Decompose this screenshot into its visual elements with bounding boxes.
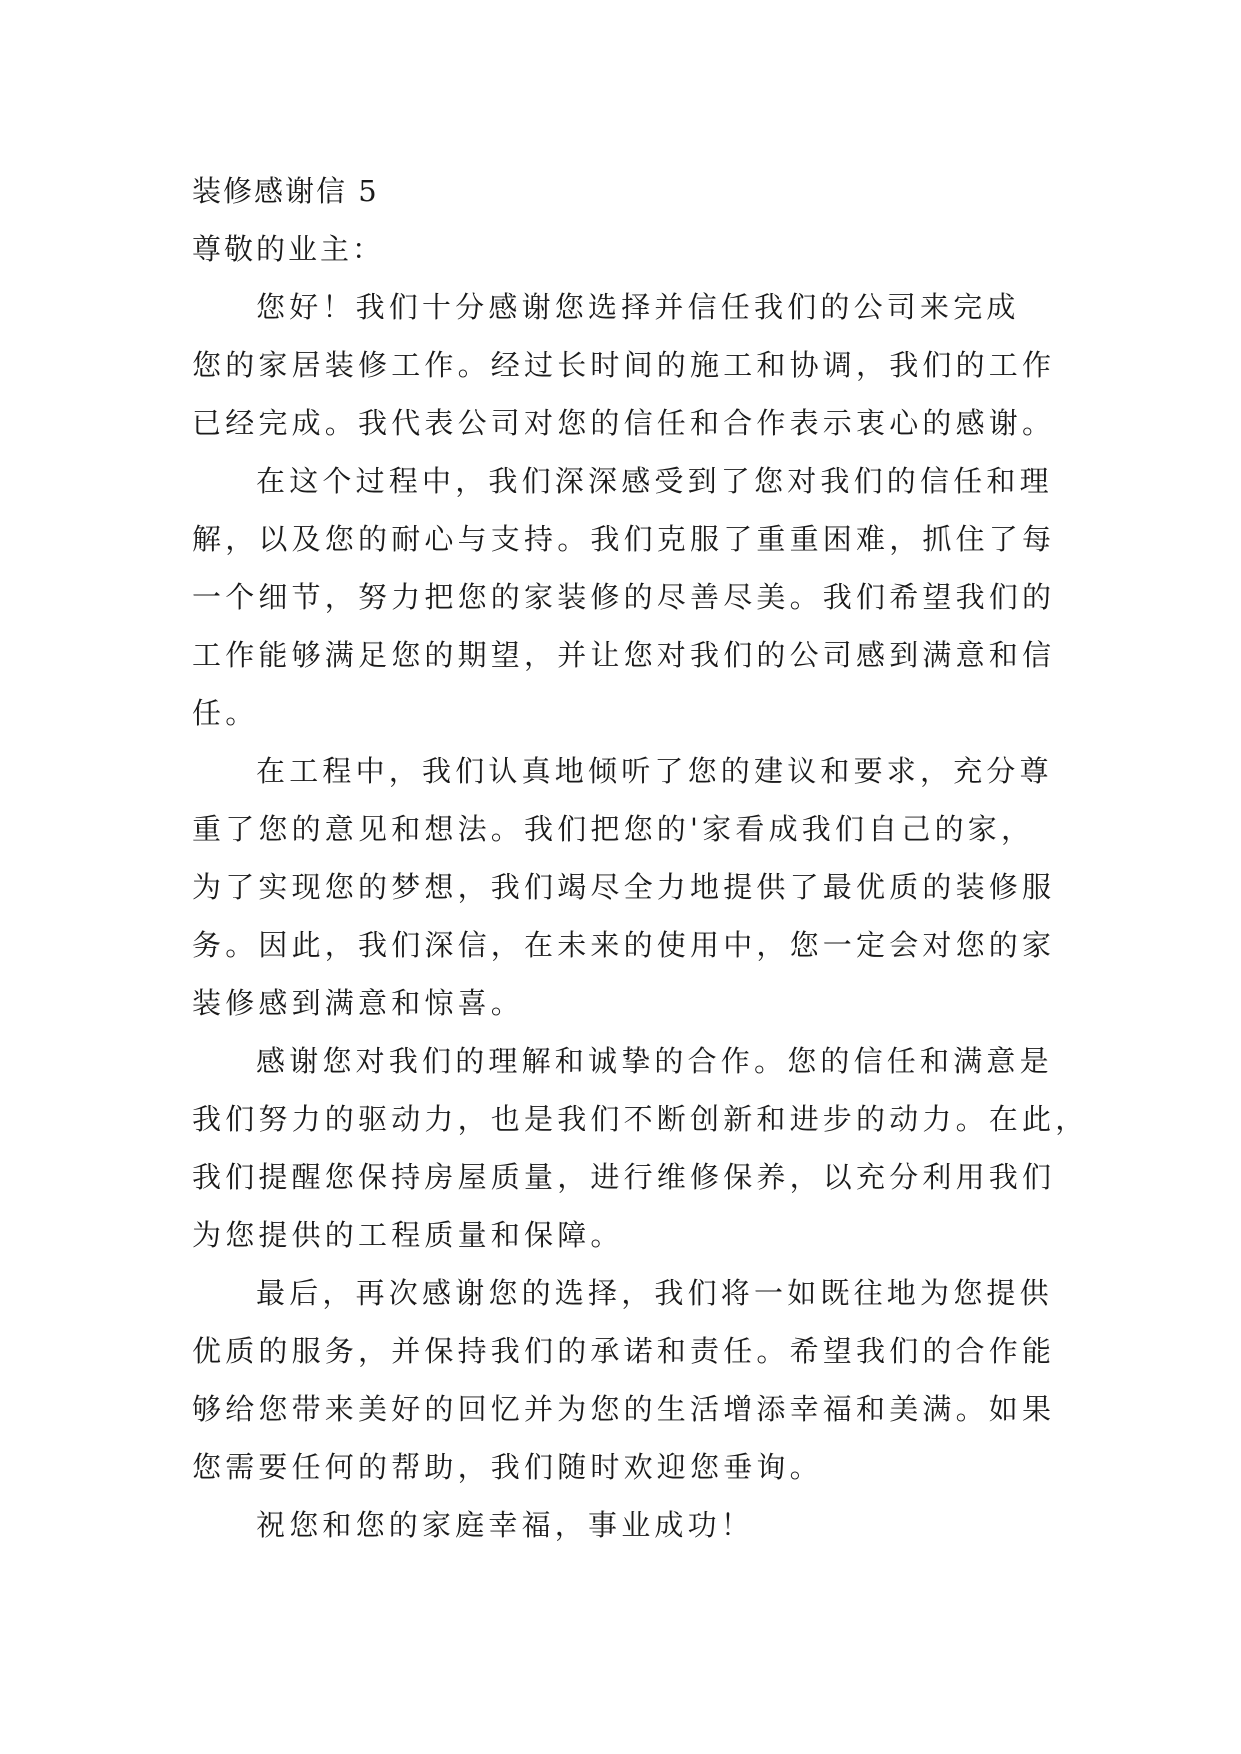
paragraph-gratitude (192, 1032, 1089, 1264)
paragraph-line: 任。 (192, 696, 259, 730)
paragraph-line: 您的家居装修工作。经过长时间的施工和协调，我们的工作 (192, 348, 1056, 382)
paragraph-line: 在工程中，我们认真地倾听了您的建议和要求，充分尊 (256, 754, 1053, 788)
paragraph-line: 祝您和您的家庭幸福，事业成功！ (256, 1508, 755, 1542)
paragraph-line: 优质的服务，并保持我们的承诺和责任。希望我们的合作能 (192, 1334, 1056, 1368)
paragraph-line: 重了您的意见和想法。我们把您的'家看成我们自己的家， (192, 812, 1035, 846)
paragraph-line: 最后，再次感谢您的选择，我们将一如既往地为您提供 (256, 1276, 1053, 1310)
paragraph-line: 我们提醒您保持房屋质量，进行维修保养，以充分利用我们 (192, 1160, 1056, 1194)
paragraph-engineering (192, 742, 1056, 1032)
letter-title: 装修感谢信 5 (192, 174, 379, 208)
paragraph-line: 在这个过程中，我们深深感受到了您对我们的信任和理 (256, 464, 1053, 498)
paragraph-line: 您好！我们十分感谢您选择并信任我们的公司来完成 (256, 290, 1020, 324)
paragraph-line: 解，以及您的耐心与支持。我们克服了重重困难，抓住了每 (192, 522, 1056, 556)
paragraph-line: 为了实现您的梦想，我们竭尽全力地提供了最优质的装修服 (192, 870, 1056, 904)
letter-page (192, 162, 1089, 1554)
paragraph-process (192, 452, 1056, 742)
paragraph-closing (192, 1264, 1056, 1496)
paragraph-line: 一个细节，努力把您的家装修的尽善尽美。我们希望我们的 (192, 580, 1056, 614)
paragraph-line: 我们努力的驱动力，也是我们不断创新和进步的动力。在此， (192, 1102, 1089, 1136)
paragraph-line: 够给您带来美好的回忆并为您的生活增添幸福和美满。如果 (192, 1392, 1056, 1426)
paragraph-greeting (192, 278, 1056, 452)
paragraph-line: 感谢您对我们的理解和诚挚的合作。您的信任和满意是 (256, 1044, 1053, 1078)
letter-salutation: 尊敬的业主： (192, 232, 385, 266)
paragraph-line: 装修感到满意和惊喜。 (192, 986, 525, 1020)
paragraph-line: 您需要任何的帮助，我们随时欢迎您垂询。 (192, 1450, 823, 1484)
paragraph-line: 为您提供的工程质量和保障。 (192, 1218, 624, 1252)
paragraph-line: 务。因此，我们深信，在未来的使用中，您一定会对您的家 (192, 928, 1056, 962)
paragraph-line: 已经完成。我代表公司对您的信任和合作表示衷心的感谢。 (192, 406, 1056, 440)
paragraph-blessing (192, 1496, 1052, 1554)
paragraph-line: 工作能够满足您的期望，并让您对我们的公司感到满意和信 (192, 638, 1056, 672)
